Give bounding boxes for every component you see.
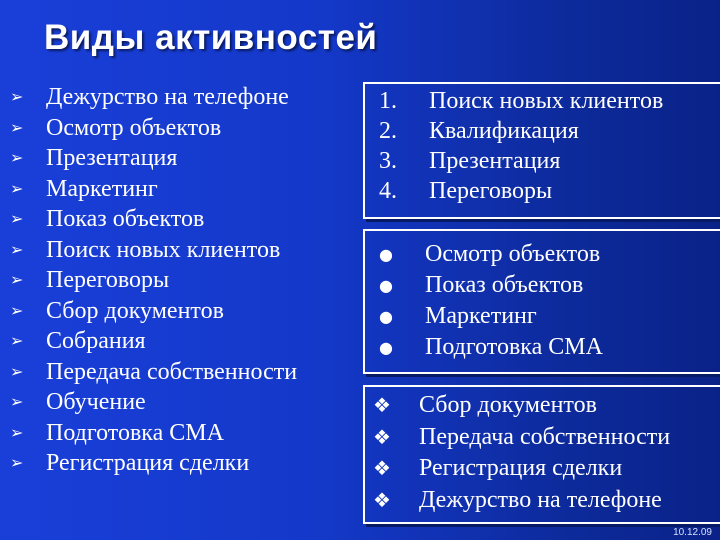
list-item: ● Маркетинг — [365, 301, 720, 332]
arrow-bullet-icon: ➢ — [10, 422, 24, 442]
list-item: 4. Переговоры — [379, 178, 553, 204]
list-item: ❖ Дежурство на телефоне — [365, 485, 720, 517]
activities-list — [10, 82, 297, 479]
list-item: ➢ Поиск новых клиентов — [10, 235, 297, 266]
list-item: ➢ Обучение — [10, 387, 297, 418]
list-item: ❖ Регистрация сделки — [365, 453, 720, 485]
list-item: ➢ Маркетинг — [10, 174, 297, 205]
list-item: ● Подготовка СМА — [365, 332, 720, 363]
arrow-bullet-icon: ➢ — [10, 453, 24, 472]
list-item: ➢ Регистрация сделки — [10, 448, 297, 479]
dot-bullet-icon: ● — [379, 307, 393, 326]
list-item: ➢ Показ объектов — [10, 204, 297, 235]
arrow-bullet-icon: ➢ — [10, 209, 24, 228]
list-item: ➢ Передача собственности — [10, 357, 297, 388]
arrow-bullet-icon: ➢ — [10, 392, 24, 411]
list-item: ➢ Презентация — [10, 143, 297, 174]
arrow-bullet-icon: ➢ — [10, 361, 24, 381]
arrow-bullet-icon: ➢ — [10, 300, 24, 320]
arrow-bullet-icon: ➢ — [10, 148, 24, 167]
list-item: ➢ Дежурство на телефоне — [10, 82, 297, 113]
dot-bullet-icon: ● — [379, 276, 393, 295]
list-item: ➢ Переговоры — [10, 265, 297, 296]
list-item: 3. Презентация — [379, 148, 561, 174]
list-item: 1. Поиск новых клиентов — [379, 88, 664, 114]
arrow-bullet-icon: ➢ — [10, 178, 24, 198]
list-item: ❖ Сбор документов — [365, 390, 720, 422]
admin-activities-box — [363, 385, 720, 524]
slide-date: 10.12.09 — [673, 527, 712, 538]
arrow-bullet-icon: ➢ — [10, 117, 24, 137]
list-item: 2. Квалификация — [379, 118, 579, 144]
diamond-bullet-icon: ❖ — [373, 456, 391, 480]
list-item: ● Показ объектов — [365, 270, 720, 301]
diamond-bullet-icon: ❖ — [373, 487, 391, 512]
arrow-bullet-icon: ➢ — [10, 270, 24, 289]
slide-title: Виды активностей — [44, 18, 378, 57]
list-item: ➢ Сбор документов — [10, 296, 297, 327]
diamond-bullet-icon: ❖ — [373, 393, 391, 417]
list-item: ➢ Подготовка СМА — [10, 418, 297, 449]
list-item: ❖ Передача собственности — [365, 422, 720, 454]
dot-bullet-icon: ● — [379, 245, 393, 264]
sales-process-box — [363, 82, 720, 219]
diamond-bullet-icon: ❖ — [373, 424, 391, 449]
list-item: ➢ Собрания — [10, 326, 297, 357]
arrow-bullet-icon: ➢ — [10, 331, 24, 350]
dot-bullet-icon: ● — [379, 338, 393, 357]
arrow-bullet-icon: ➢ — [10, 87, 24, 106]
list-item: ● Осмотр объектов — [365, 239, 720, 270]
arrow-bullet-icon: ➢ — [10, 239, 24, 259]
property-activities-box — [363, 229, 720, 374]
list-item: ➢ Осмотр объектов — [10, 113, 297, 144]
